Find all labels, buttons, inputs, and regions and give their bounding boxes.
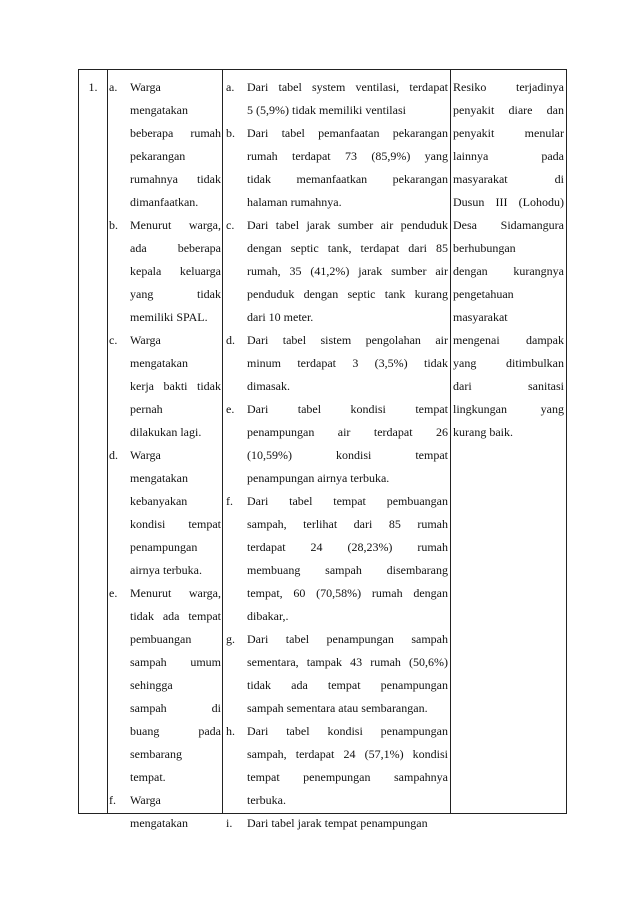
- data-item-text: membuang sampah disembarang: [247, 563, 448, 577]
- data-item-text: rumah terdapat 73 (85,9%) yang: [247, 149, 448, 163]
- data-item: [226, 720, 448, 812]
- finding-item-text: sampah di: [130, 701, 221, 715]
- data-item-text: 5 (5,9%) tidak memiliki ventilasi: [247, 103, 406, 117]
- data-item-marker: c.: [226, 218, 235, 232]
- finding-item-text: tempat.: [130, 770, 166, 784]
- problem-text: dari sanitasi: [453, 379, 564, 393]
- finding-item-text: kerja bakti tidak: [130, 379, 221, 393]
- problem-text: lingkungan yang: [453, 402, 564, 416]
- finding-item-text: mengatakan: [130, 471, 188, 485]
- finding-item-text: Menurut warga,: [130, 586, 221, 600]
- finding-item-text: kepala keluarga: [130, 264, 221, 278]
- finding-item-text: mengatakan: [130, 356, 188, 370]
- data-item-text: (10,59%) kondisi tempat: [247, 448, 448, 462]
- data-item-marker: f.: [226, 494, 233, 508]
- finding-item-text: Warga: [130, 793, 161, 807]
- data-item-text: Dari tabel kondisi penampungan: [247, 724, 448, 738]
- analysis-table: [78, 69, 567, 830]
- data-item-marker: h.: [226, 724, 235, 738]
- problem-text: masyarakat di: [453, 172, 564, 186]
- data-item-text: dibakar,.: [247, 609, 289, 623]
- finding-item-text: rumahnya tidak: [130, 172, 221, 186]
- data-item-text: sampah, terdapat 24 (57,1%) kondisi: [247, 747, 448, 761]
- finding-item: [109, 329, 221, 444]
- finding-item-text: pekarangan: [130, 149, 186, 163]
- data-column: [226, 70, 448, 835]
- data-item-text: Dari tabel penampungan sampah: [247, 632, 448, 646]
- finding-item-text: airnya terbuka.: [130, 563, 202, 577]
- finding-item-text: tidak ada tempat: [130, 609, 221, 623]
- data-item-text: Dari tabel sistem pengolahan air: [247, 333, 448, 347]
- data-item-text: Dari tabel tempat pembuangan: [247, 494, 448, 508]
- data-item-text: terbuka.: [247, 793, 286, 807]
- finding-item-text: dimanfaatkan.: [130, 195, 199, 209]
- finding-item-text: memiliki SPAL.: [130, 310, 208, 324]
- problem-text: masyarakat: [453, 310, 508, 324]
- data-item-text: rumah, 35 (41,2%) jarak sumber air: [247, 264, 448, 278]
- problem-text: mengenai dampak: [453, 333, 564, 347]
- finding-item-text: penampungan: [130, 540, 198, 554]
- data-item-text: tidak memanfaatkan pekarangan: [247, 172, 448, 186]
- data-item-text: penampungan airnya terbuka.: [247, 471, 390, 485]
- data-item-text: Dari tabel jarak sumber air penduduk: [247, 218, 448, 232]
- data-item: [226, 214, 448, 329]
- finding-item-text: buang pada: [130, 724, 221, 738]
- problem-text: Resiko terjadinya: [453, 80, 564, 94]
- data-item-text: terdapat 24 (28,23%) rumah: [247, 540, 448, 554]
- data-item: [226, 329, 448, 398]
- problem-text: pengetahuan: [453, 287, 514, 301]
- problem-column: [453, 70, 564, 444]
- data-item-marker: a.: [226, 80, 235, 94]
- problem-text: lainnya pada: [453, 149, 564, 163]
- finding-item-marker: c.: [109, 333, 118, 347]
- finding-item: [109, 789, 221, 835]
- data-item-marker: d.: [226, 333, 235, 347]
- finding-item-text: mengatakan: [130, 103, 188, 117]
- data-item-text: minum terdapat 3 (3,5%) tidak: [247, 356, 448, 370]
- finding-item-text: dilakukan lagi.: [130, 425, 202, 439]
- findings-column: [109, 70, 221, 835]
- problem-text: Dusun III (Lohodu): [453, 195, 564, 209]
- data-item-text: dimasak.: [247, 379, 290, 393]
- data-item-text: penduduk dengan septic tank kurang: [247, 287, 448, 301]
- data-item-text: penampungan air terdapat 26: [247, 425, 448, 439]
- data-item-text: sementara, tampak 43 rumah (50,6%): [247, 655, 448, 669]
- finding-item: [109, 214, 221, 329]
- finding-item-text: sembarang: [130, 747, 182, 761]
- data-item: [226, 398, 448, 490]
- finding-item-text: kondisi tempat: [130, 517, 221, 531]
- problem-text: Desa Sidamangura: [453, 218, 564, 232]
- row-number: 1.: [88, 80, 98, 94]
- finding-item: [109, 76, 221, 214]
- data-item-marker: g.: [226, 632, 235, 646]
- finding-item-text: sehingga: [130, 678, 173, 692]
- data-item-text: Dari tabel kondisi tempat: [247, 402, 448, 416]
- finding-item-text: kebanyakan: [130, 494, 188, 508]
- data-item-text: halaman rumahnya.: [247, 195, 342, 209]
- data-item-text: sampah sementara atau sembarangan.: [247, 701, 428, 715]
- data-item-text: tidak ada tempat penampungan: [247, 678, 448, 692]
- data-item: [226, 490, 448, 628]
- finding-item-text: pembuangan: [130, 632, 192, 646]
- problem-text: penyakit diare dan: [453, 103, 564, 117]
- data-item-text: Dari tabel jarak tempat penampungan: [247, 816, 428, 830]
- problem-text: yang ditimbulkan: [453, 356, 564, 370]
- finding-item-marker: a.: [109, 80, 118, 94]
- finding-item-text: Warga: [130, 448, 161, 462]
- data-item: [226, 628, 448, 720]
- finding-item-marker: b.: [109, 218, 118, 232]
- finding-item-text: pernah: [130, 402, 163, 416]
- finding-item-text: sampah umum: [130, 655, 221, 669]
- data-item: [226, 812, 448, 835]
- data-item-text: tempat, 60 (70,58%) rumah dengan: [247, 586, 448, 600]
- column-divider: [222, 70, 223, 813]
- column-divider: [107, 70, 108, 813]
- data-item-text: dengan septic tank, terdapat dari 85: [247, 241, 448, 255]
- finding-item-marker: e.: [109, 586, 118, 600]
- finding-item-text: ada beberapa: [130, 241, 221, 255]
- data-item-marker: i.: [226, 816, 233, 830]
- data-item-marker: b.: [226, 126, 235, 140]
- problem-text: penyakit menular: [453, 126, 564, 140]
- column-divider: [450, 70, 451, 813]
- finding-item-text: yang tidak: [130, 287, 221, 301]
- data-item-text: Dari tabel pemanfaatan pekarangan: [247, 126, 448, 140]
- problem-text: berhubungan: [453, 241, 516, 255]
- finding-item-text: beberapa rumah: [130, 126, 221, 140]
- finding-item-text: Warga: [130, 333, 161, 347]
- finding-item-text: Menurut warga,: [130, 218, 221, 232]
- finding-item-text: Warga: [130, 80, 161, 94]
- problem-text: dengan kurangnya: [453, 264, 564, 278]
- finding-item: [109, 582, 221, 789]
- finding-item-text: mengatakan: [130, 816, 188, 830]
- data-item-text: dari 10 meter.: [247, 310, 314, 324]
- data-item-text: Dari tabel system ventilasi, terdapat: [247, 80, 448, 94]
- finding-item-marker: d.: [109, 448, 118, 462]
- finding-item-marker: f.: [109, 793, 116, 807]
- data-item: [226, 122, 448, 214]
- data-item: [226, 76, 448, 122]
- problem-text: kurang baik.: [453, 425, 513, 439]
- data-item-text: sampah, terlihat dari 85 rumah: [247, 517, 448, 531]
- data-item-marker: e.: [226, 402, 235, 416]
- finding-item: [109, 444, 221, 582]
- data-item-text: tempat penempungan sampahnya: [247, 770, 448, 784]
